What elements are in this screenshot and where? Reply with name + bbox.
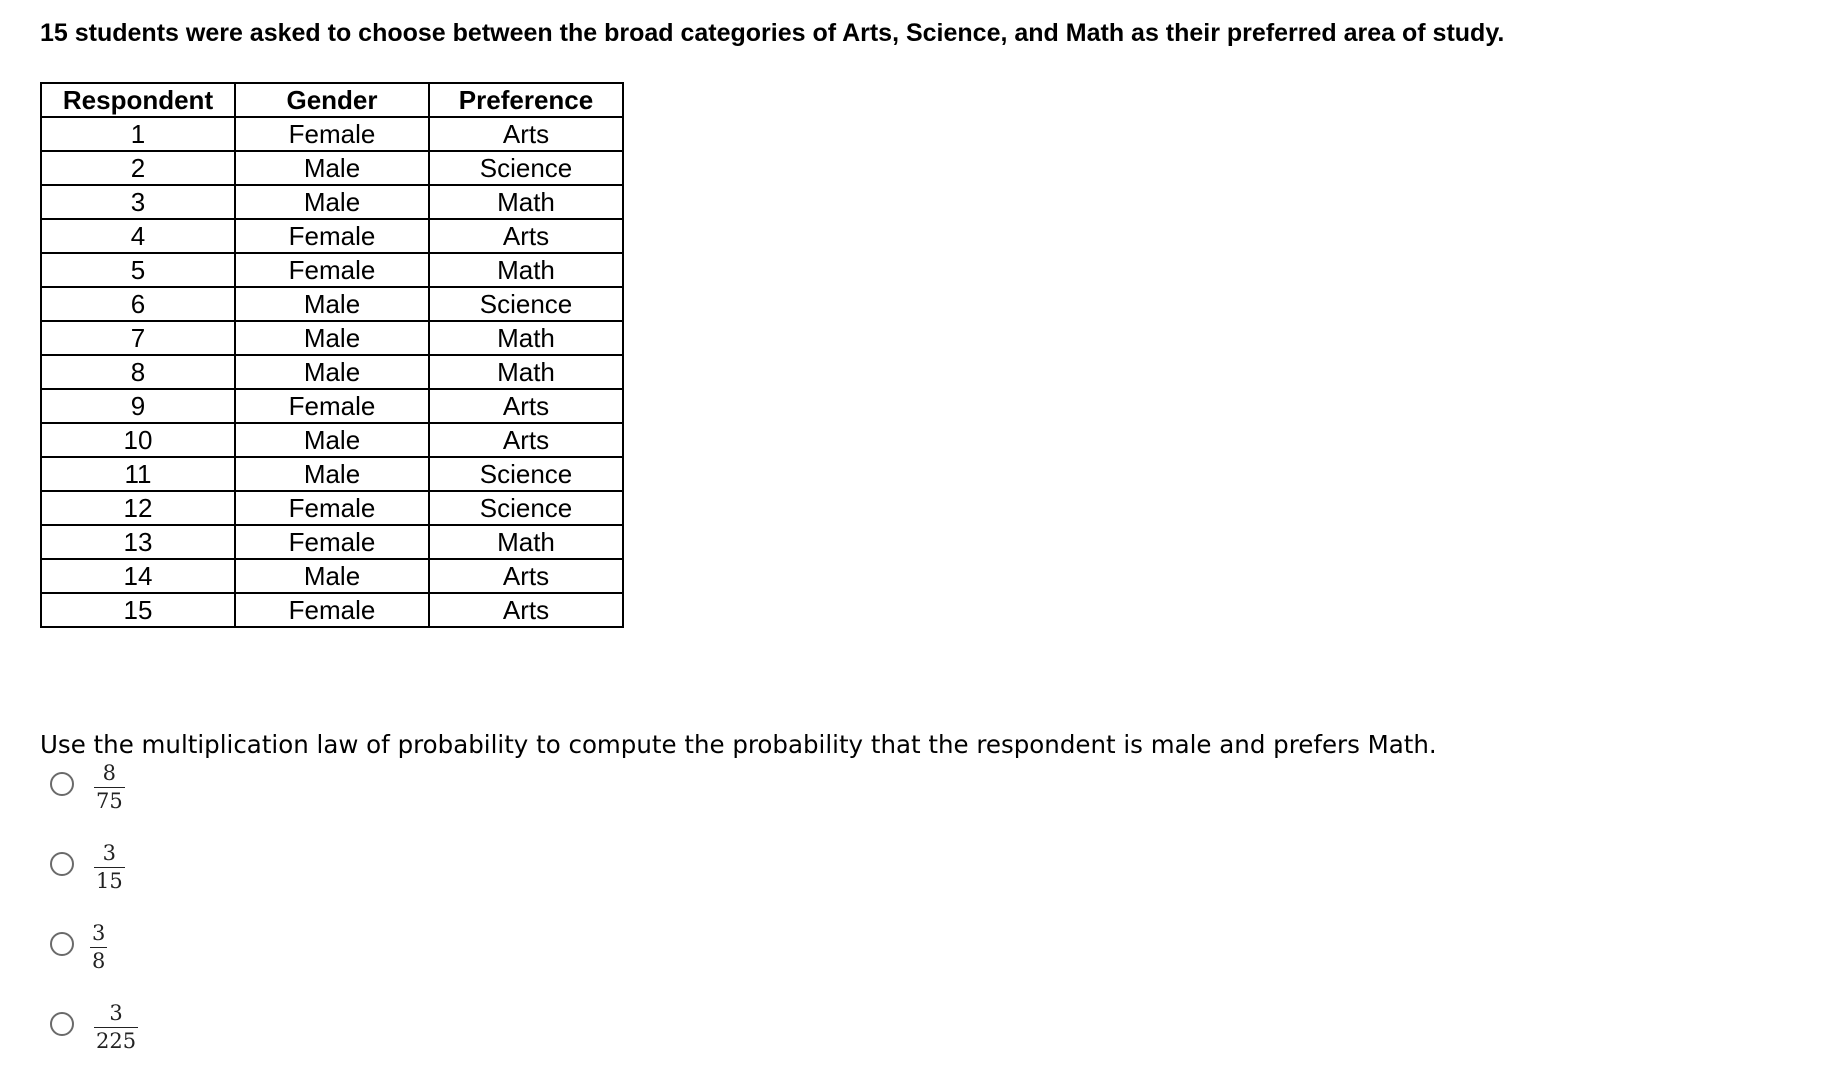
radio-button[interactable] bbox=[50, 852, 74, 876]
header-gender: Gender bbox=[235, 83, 429, 117]
gender-cell: Female bbox=[235, 117, 429, 151]
table-row bbox=[41, 389, 623, 423]
intro-text: 15 students were asked to choose between the broad categories of Arts, Science, and Math as their preferred area of study. bbox=[40, 19, 1505, 47]
fraction bbox=[94, 762, 125, 813]
preference-cell: Science bbox=[429, 457, 623, 491]
survey-table bbox=[40, 82, 624, 628]
preference-cell: Math bbox=[429, 185, 623, 219]
table-row bbox=[41, 457, 623, 491]
fraction-denominator: 8 bbox=[92, 949, 106, 973]
fraction bbox=[94, 1002, 138, 1053]
respondent-cell: 7 bbox=[41, 321, 235, 355]
respondent-cell: 1 bbox=[41, 117, 235, 151]
gender-cell: Male bbox=[235, 559, 429, 593]
gender-cell: Female bbox=[235, 491, 429, 525]
table-row bbox=[41, 321, 623, 355]
gender-cell: Female bbox=[235, 593, 429, 627]
table-row bbox=[41, 423, 623, 457]
gender-cell: Female bbox=[235, 389, 429, 423]
gender-cell: Female bbox=[235, 219, 429, 253]
preference-cell: Arts bbox=[429, 423, 623, 457]
table-row bbox=[41, 287, 623, 321]
table-row bbox=[41, 559, 623, 593]
table-header-row bbox=[41, 83, 623, 117]
table-row bbox=[41, 219, 623, 253]
gender-cell: Male bbox=[235, 287, 429, 321]
header-respondent: Respondent bbox=[41, 83, 235, 117]
preference-cell: Arts bbox=[429, 593, 623, 627]
gender-cell: Female bbox=[235, 525, 429, 559]
respondent-cell: 13 bbox=[41, 525, 235, 559]
preference-cell: Math bbox=[429, 253, 623, 287]
fraction-numerator: 3 bbox=[109, 1001, 123, 1025]
gender-cell: Male bbox=[235, 423, 429, 457]
fraction-denominator: 225 bbox=[96, 1029, 137, 1053]
preference-cell: Math bbox=[429, 355, 623, 389]
respondent-cell: 10 bbox=[41, 423, 235, 457]
gender-cell: Female bbox=[235, 253, 429, 287]
respondent-cell: 12 bbox=[41, 491, 235, 525]
respondent-cell: 5 bbox=[41, 253, 235, 287]
fraction bbox=[90, 922, 107, 973]
respondent-cell: 15 bbox=[41, 593, 235, 627]
preference-cell: Arts bbox=[429, 117, 623, 151]
question-text: Use the multiplication law of probability to compute the probability that the respondent is male and prefers Math. bbox=[40, 730, 1437, 759]
respondent-cell: 14 bbox=[41, 559, 235, 593]
table-row bbox=[41, 491, 623, 525]
preference-cell: Science bbox=[429, 491, 623, 525]
preference-cell: Math bbox=[429, 525, 623, 559]
fraction-denominator: 75 bbox=[96, 789, 123, 813]
respondent-cell: 2 bbox=[41, 151, 235, 185]
gender-cell: Male bbox=[235, 321, 429, 355]
preference-cell: Math bbox=[429, 321, 623, 355]
respondent-cell: 4 bbox=[41, 219, 235, 253]
respondent-cell: 8 bbox=[41, 355, 235, 389]
fraction bbox=[94, 842, 125, 893]
respondent-cell: 11 bbox=[41, 457, 235, 491]
preference-cell: Science bbox=[429, 151, 623, 185]
respondent-cell: 6 bbox=[41, 287, 235, 321]
table-row bbox=[41, 525, 623, 559]
gender-cell: Male bbox=[235, 457, 429, 491]
radio-button[interactable] bbox=[50, 932, 74, 956]
table-row bbox=[41, 185, 623, 219]
preference-cell: Arts bbox=[429, 219, 623, 253]
respondent-cell: 9 bbox=[41, 389, 235, 423]
table-row bbox=[41, 253, 623, 287]
table-row bbox=[41, 117, 623, 151]
table-row bbox=[41, 593, 623, 627]
fraction-numerator: 3 bbox=[102, 841, 117, 865]
radio-button[interactable] bbox=[50, 772, 74, 796]
fraction-numerator: 3 bbox=[92, 921, 106, 945]
gender-cell: Male bbox=[235, 151, 429, 185]
table-row bbox=[41, 355, 623, 389]
respondent-cell: 3 bbox=[41, 185, 235, 219]
fraction-denominator: 15 bbox=[96, 869, 123, 893]
gender-cell: Male bbox=[235, 185, 429, 219]
preference-cell: Arts bbox=[429, 389, 623, 423]
table-row bbox=[41, 151, 623, 185]
radio-button[interactable] bbox=[50, 1012, 74, 1036]
preference-cell: Science bbox=[429, 287, 623, 321]
header-preference: Preference bbox=[429, 83, 623, 117]
gender-cell: Male bbox=[235, 355, 429, 389]
fraction-numerator: 8 bbox=[102, 761, 117, 785]
preference-cell: Arts bbox=[429, 559, 623, 593]
